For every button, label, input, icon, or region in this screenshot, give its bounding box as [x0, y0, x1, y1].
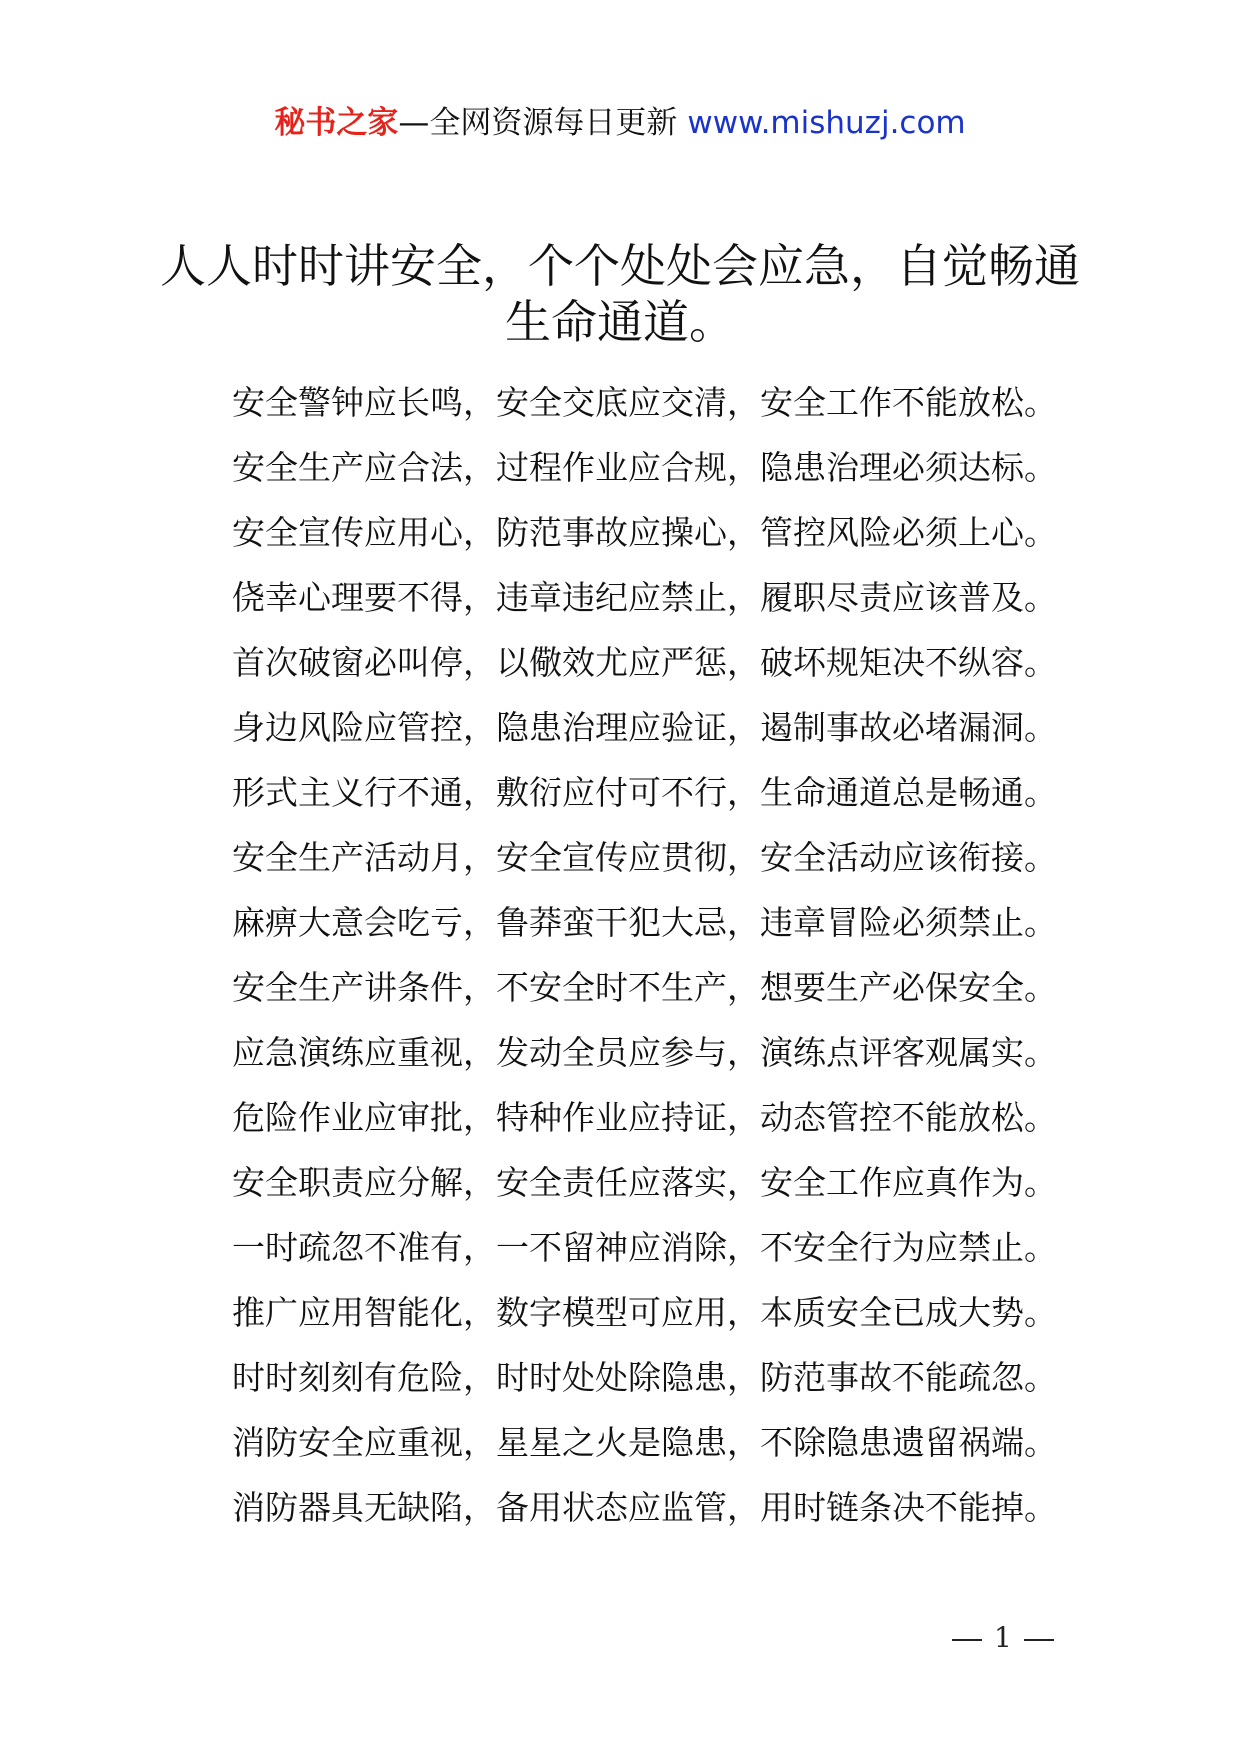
slogan-line: 安全生产讲条件，不安全时不生产，想要生产必保安全。	[232, 968, 1057, 1007]
slogan-line: 消防安全应重视，星星之火是隐患，不除隐患遗留祸端。	[232, 1423, 1057, 1462]
page-number-dash-right	[1024, 1639, 1054, 1641]
title-line-1: 人人时时讲安全，个个处处会应急，自觉畅通	[160, 239, 1080, 293]
slogan-line: 形式主义行不通，敷衍应付可不行，生命通道总是畅通。	[232, 773, 1057, 812]
slogan-line: 安全生产活动月，安全宣传应贯彻，安全活动应该衔接。	[232, 838, 1057, 877]
slogan-line: 消防器具无缺陷，备用状态应监管，用时链条决不能掉。	[232, 1488, 1057, 1527]
slogan-line: 推广应用智能化，数字模型可应用，本质安全已成大势。	[232, 1293, 1057, 1332]
page-number	[940, 1620, 1060, 1656]
title-line-2: 生命通道。	[505, 295, 735, 349]
slogan-line: 侥幸心理要不得，违章违纪应禁止，履职尽责应该普及。	[232, 578, 1057, 617]
site-header	[0, 103, 1240, 143]
header-url-link[interactable]: www.mishuzj.com	[687, 105, 966, 141]
slogan-line: 安全警钟应长鸣，安全交底应交清，安全工作不能放松。	[232, 383, 1057, 422]
document-title	[150, 238, 1090, 350]
slogan-line: 安全生产应合法，过程作业应合规，隐患治理必须达标。	[232, 448, 1057, 487]
slogan-line: 危险作业应审批，特种作业应持证，动态管控不能放松。	[232, 1098, 1057, 1137]
header-tagline: —全网资源每日更新	[398, 105, 678, 141]
slogan-line: 安全职责应分解，安全责任应落实，安全工作应真作为。	[232, 1163, 1057, 1202]
slogan-line: 首次破窗必叫停，以儆效尤应严惩，破坏规矩决不纵容。	[232, 643, 1057, 682]
slogan-line: 一时疏忽不准有，一不留神应消除，不安全行为应禁止。	[232, 1228, 1057, 1267]
page-number-dash-left	[952, 1639, 982, 1641]
slogan-line: 麻痹大意会吃亏，鲁莽蛮干犯大忌，违章冒险必须禁止。	[232, 903, 1057, 942]
slogan-line: 身边风险应管控，隐患治理应验证，遏制事故必堵漏洞。	[232, 708, 1057, 747]
slogan-line: 安全宣传应用心，防范事故应操心，管控风险必须上心。	[232, 513, 1057, 552]
slogan-line: 时时刻刻有危险，时时处处除隐患，防范事故不能疏忽。	[232, 1358, 1057, 1397]
slogan-list	[232, 370, 1057, 1540]
header-brand: 秘书之家	[274, 105, 399, 141]
slogan-line: 应急演练应重视，发动全员应参与，演练点评客观属实。	[232, 1033, 1057, 1072]
page-number-value: 1	[994, 1621, 1012, 1654]
